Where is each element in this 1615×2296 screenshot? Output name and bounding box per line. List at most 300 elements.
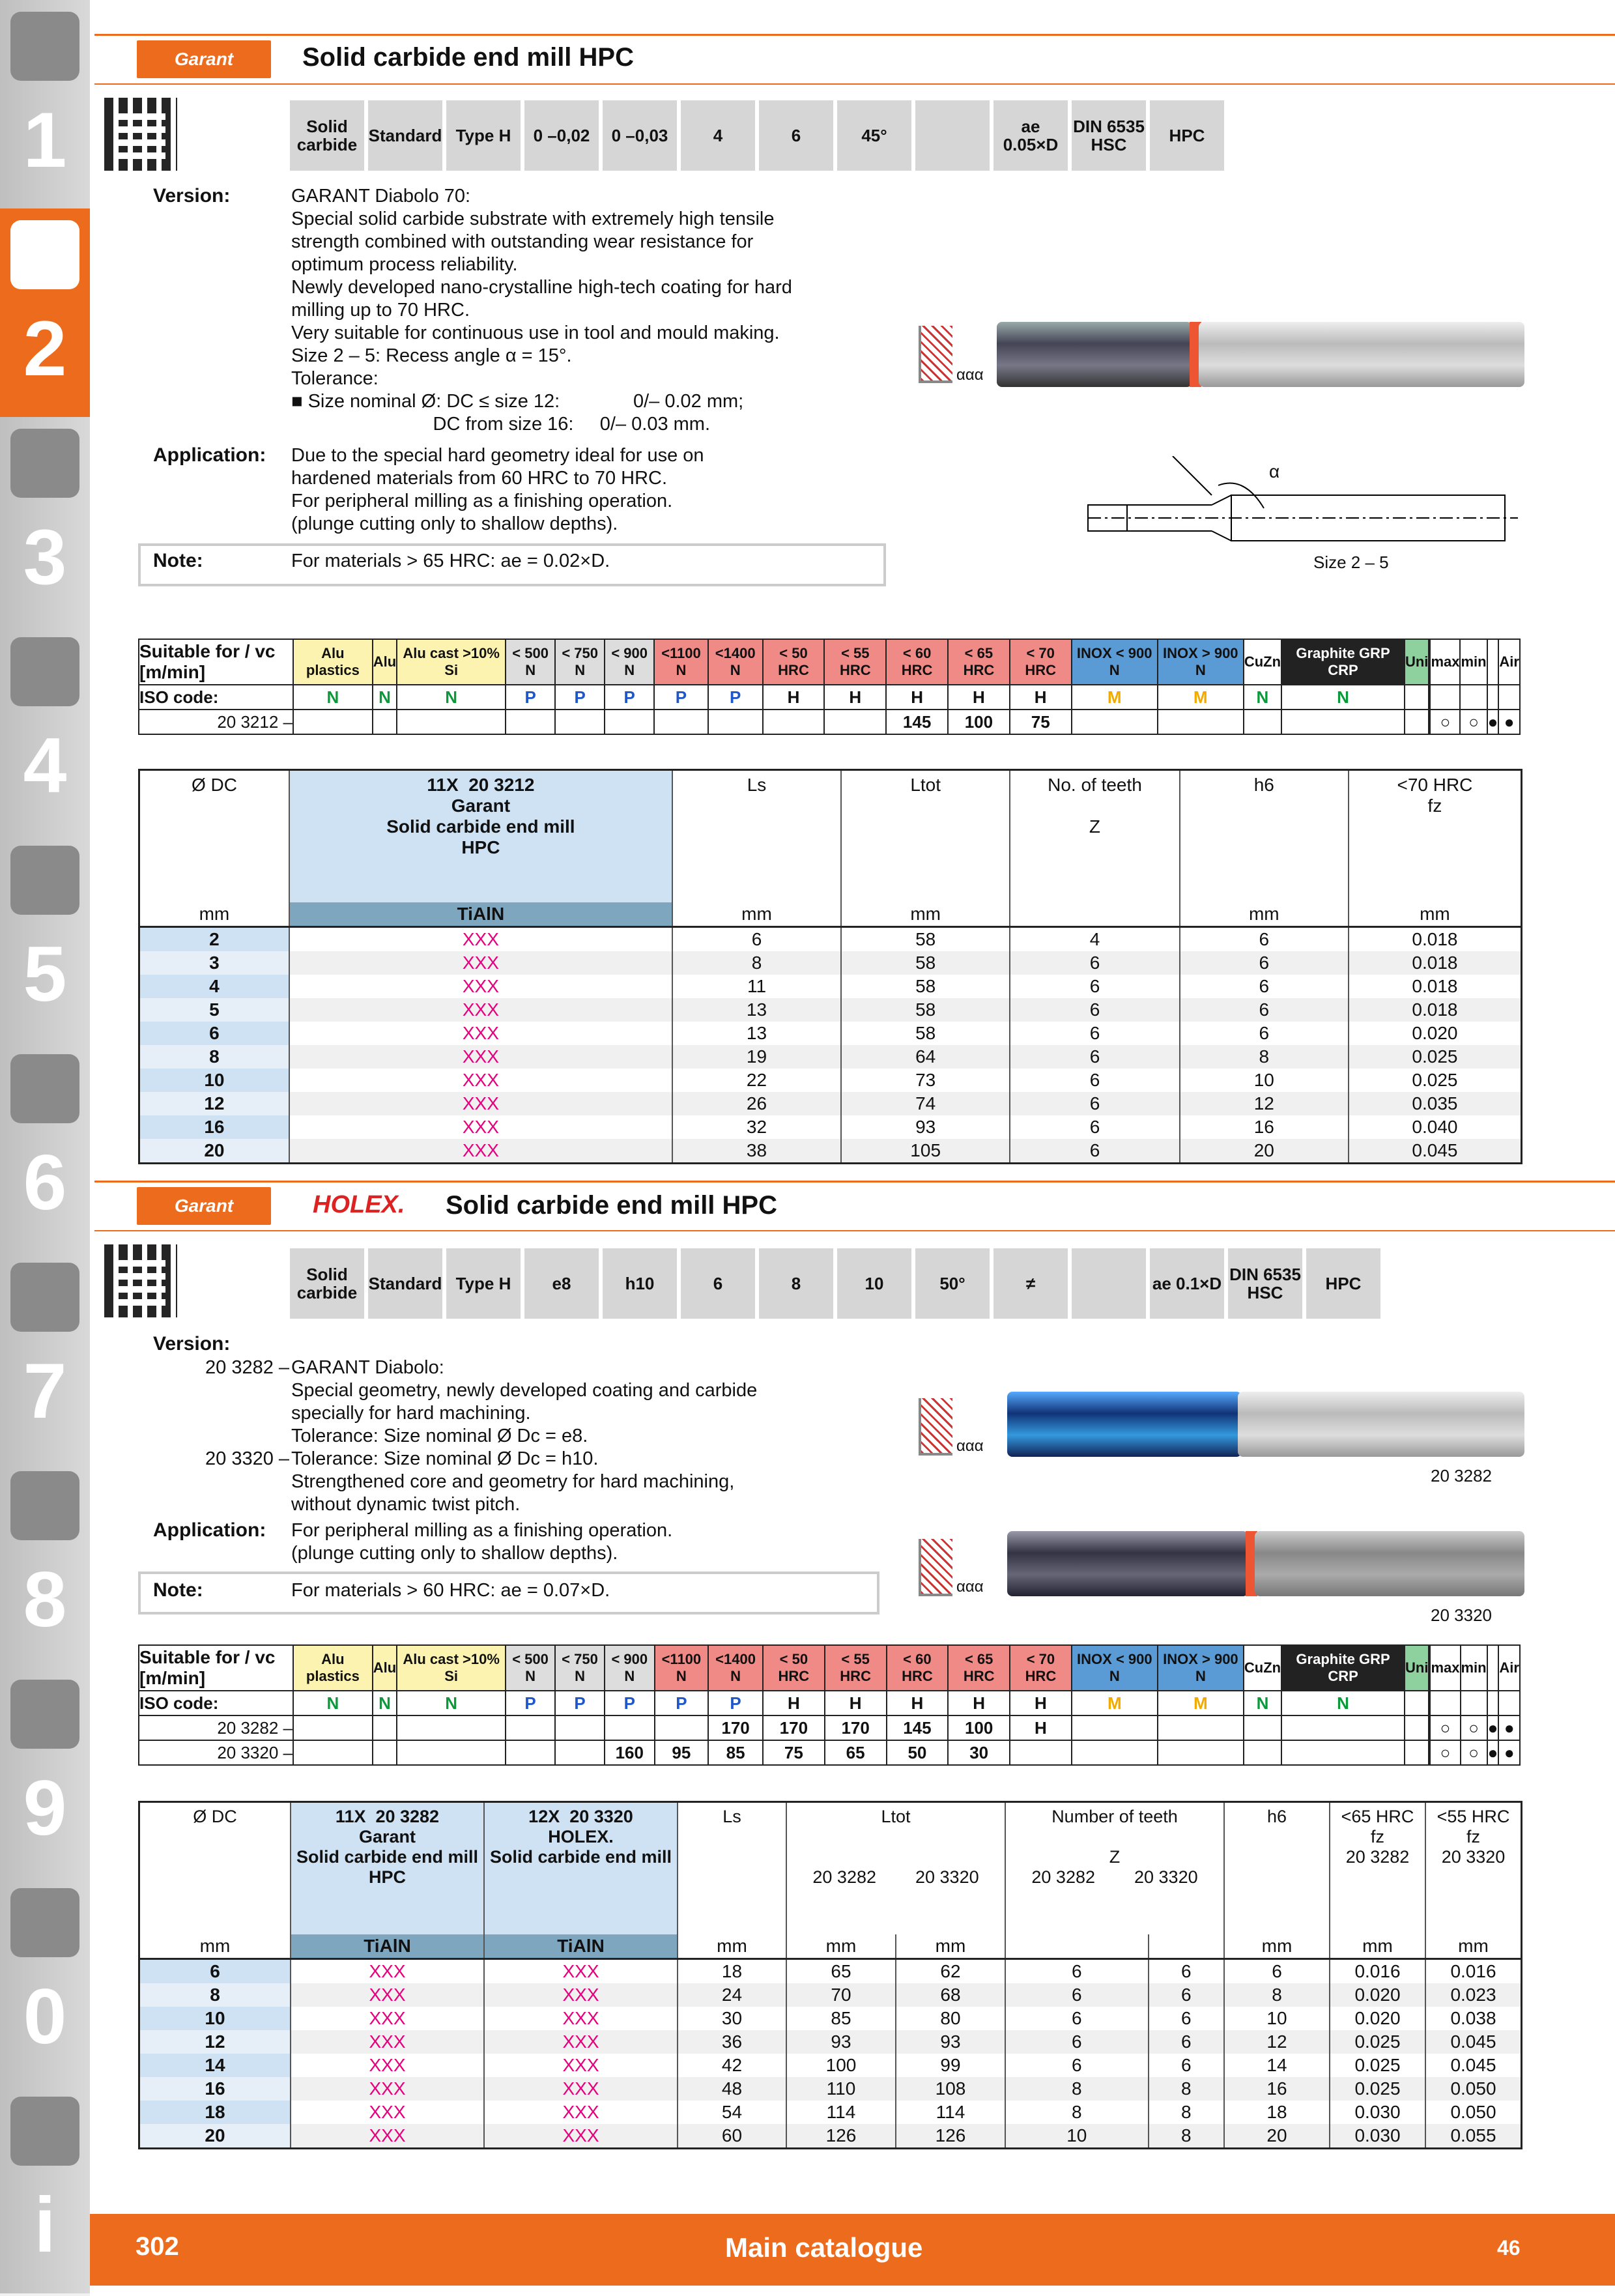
material-column: INOX < 900 N [1072,639,1158,685]
alpha-label: α [1269,461,1280,481]
chapter-tab[interactable] [0,2085,90,2296]
table-cell: XXX [289,951,672,975]
unit-cell: mm [678,1934,786,1959]
speed-value: ○ [1430,1740,1460,1765]
table-cell: 26 [672,1092,841,1115]
table-cell: 0.016 [1330,1959,1425,1984]
iso-code: N [373,1691,397,1715]
text-line: hardened materials from 60 HRC to 70 HRC. [291,468,668,489]
iso-code: N [397,685,506,710]
property-box: 4 [681,100,755,171]
table-cell: XXX [289,1115,672,1139]
table-cell: 12 [139,2030,291,2054]
iso-code: M [1072,1691,1158,1715]
table-cell: 6 [1224,1959,1330,1984]
table-row [139,998,1522,1022]
material-column: Graphite GRP CRP [1281,1645,1405,1691]
chapter-number: 9 [23,1764,67,1852]
property-box: 50° [915,1248,990,1319]
table-cell: 14 [139,2054,291,2077]
iso-code: P [555,685,605,710]
table-cell: 0.055 [1425,2124,1522,2149]
table-cell: 42 [678,2054,786,2077]
table-row [139,1022,1522,1045]
table-cell: 0.020 [1330,1983,1425,2007]
property-box: 0 –0,02 [524,100,599,171]
text-line: Special solid carbide substrate with extremely high tensile [291,208,775,229]
speed-value: ○ [1461,1740,1487,1765]
table-cell: XXX [291,1983,484,2007]
table-cell: 8 [1180,1045,1349,1069]
table-cell: XXX [291,2030,484,2054]
dc-header: Ø DC [139,1802,291,1935]
table-cell: XXX [484,2030,678,2054]
table-cell: 14 [1224,2054,1330,2077]
speed-value: 65 [825,1740,887,1765]
speed-value [605,1715,655,1740]
speed-value: ● [1498,1715,1520,1740]
table-cell: 0.050 [1425,2101,1522,2124]
header-row [139,770,1522,903]
article-header: 11X 20 3212 Garant Solid carbide end mill HPC [289,770,672,903]
table-cell: 6 [1180,998,1349,1022]
table-cell: 126 [786,2124,896,2149]
chapter-tab[interactable] [0,1876,90,2088]
material-column: INOX > 900 N [1158,1645,1244,1691]
speed-value: ○ [1430,710,1460,734]
aaa-label: ααα [956,1437,984,1455]
speed-row [139,1715,1520,1740]
table-cell: 18 [139,2101,291,2124]
table-cell: 6 [1010,1115,1179,1139]
ltot-header: Ltot 20 3282 20 3320 [786,1802,1005,1935]
table-cell: 6 [1149,1959,1224,1984]
text-line: GARANT Diabolo: [291,1357,444,1378]
text-line: Very suitable for continuous use in tool and mould making. [291,323,780,343]
table-cell: 114 [786,2101,896,2124]
text-line: milling up to 70 HRC. [291,300,470,321]
table-cell: 0.018 [1349,951,1522,975]
iso-code: N [397,1691,506,1715]
note-text: For materials > 60 HRC: ae = 0.07×D. [291,1580,610,1601]
material-column: Alu cast >10% Si [397,1645,506,1691]
material-column [1487,639,1499,685]
iso-code [1498,1691,1520,1715]
iso-code: H [825,1691,887,1715]
iso-code: M [1158,685,1244,710]
speed-value [293,1715,373,1740]
iso-code: P [708,685,763,710]
table-cell: XXX [484,1983,678,2007]
drill-icon [10,12,79,81]
speed-value [654,710,708,734]
material-column: < 55 HRC [824,639,886,685]
chapter-tab[interactable] [0,0,90,211]
table-cell: XXX [289,975,672,998]
chapter-tab[interactable] [0,208,90,420]
speed-value: 145 [887,1715,949,1740]
material-column: Uni [1405,639,1429,685]
iso-label: ISO code: [139,1691,293,1715]
table-cell: 6 [1180,975,1349,998]
material-column: < 60 HRC [887,1645,949,1691]
table-cell: 8 [672,951,841,975]
table-cell: 4 [1010,927,1179,952]
table-cell: 6 [1149,2030,1224,2054]
table-cell: XXX [289,927,672,952]
text-line: optimum process reliability. [291,254,518,275]
application-text [291,1519,672,1565]
tool-image-flutes [997,322,1192,387]
table-cell: 54 [678,2101,786,2124]
table-cell: 8 [139,1983,291,2007]
table-cell: 13 [672,998,841,1022]
chapter-number: 0 [23,1973,67,2060]
workstation-icon [10,1471,79,1540]
material-column: <1100 N [655,1645,709,1691]
table-cell: 11 [672,975,841,998]
table-cell: 6 [672,927,841,952]
application-label: Application: [153,444,266,466]
table-cell: XXX [291,2054,484,2077]
property-box: 8 [759,1248,833,1319]
chapter-tab[interactable] [0,417,90,628]
iso-code: H [763,685,825,710]
chapter-tab[interactable] [0,1042,90,1254]
speed-value [373,1715,397,1740]
table-cell: 20 [1224,2124,1330,2149]
speed-value [555,710,605,734]
table-cell: 5 [139,998,289,1022]
table-row [139,2054,1522,2077]
speed-value: ● [1487,710,1499,734]
iso-code: H [763,1691,825,1715]
table-cell: 38 [672,1139,841,1164]
table-cell: 62 [896,1959,1005,1984]
iso-code [1498,685,1520,710]
speed-row [139,710,1520,734]
table-cell: 16 [139,2077,291,2101]
iso-code: P [654,685,708,710]
chapter-number: i [34,2181,56,2269]
footer-title: Main catalogue [725,2232,923,2263]
table-cell: 58 [841,998,1010,1022]
speed-value: 100 [948,1715,1010,1740]
speed-value [1010,1740,1072,1765]
tool-image-shank [1199,322,1524,387]
text-line: DC from size 16: 0/– 0.03 mm. [291,414,711,435]
table-cell: 60 [678,2124,786,2149]
material-column: < 500 N [506,1645,555,1691]
header-rule [94,34,1615,36]
material-column: Alu [373,1645,397,1691]
material-column: < 60 HRC [886,639,948,685]
chapter-tab[interactable] [0,834,90,1045]
table-cell: 10 [1180,1069,1349,1092]
iso-code [1405,685,1429,710]
speed-value [1158,1740,1244,1765]
table-cell: XXX [291,1959,484,1984]
material-column: <1100 N [654,639,708,685]
table-cell: 0.038 [1425,2007,1522,2030]
material-column: < 65 HRC [948,639,1010,685]
table-cell: 6 [1010,1139,1179,1164]
property-icons [290,1248,1380,1319]
table-cell: 0.020 [1330,2007,1425,2030]
iso-code: P [506,1691,555,1715]
property-box [915,100,990,171]
text-line: ■ Size nominal Ø: DC ≤ size 12: 0/– 0.02 mm; [291,391,744,412]
iso-code: P [708,1691,763,1715]
table-row [139,1092,1522,1115]
table-cell: XXX [289,1022,672,1045]
speed-value: 145 [886,710,948,734]
material-column: CuZn [1244,1645,1281,1691]
iso-code: H [886,685,948,710]
table-cell: 8 [1224,1983,1330,2007]
table-cell: XXX [484,1959,678,1984]
table-cell: 4 [139,975,289,998]
speed-value [506,710,555,734]
version-code-2: 20 3320 – [205,1448,290,1469]
table-cell: 24 [678,1983,786,2007]
table-row [139,1983,1522,2007]
speed-value: 160 [605,1740,655,1765]
iso-code: H [948,1691,1010,1715]
fz-header-1: <65 HRC fz 20 3282 [1330,1802,1425,1935]
grinding-disc-icon [10,846,79,915]
header-rule [94,83,1615,85]
table-cell: 12 [139,1092,289,1115]
text-line: Tolerance: [291,368,379,389]
speed-value [1281,710,1405,734]
unit-cell: mm [1330,1934,1425,1959]
table-cell: 20 [139,1139,289,1164]
property-box: h10 [603,1248,677,1319]
material-column: min [1460,639,1487,685]
table-cell: 6 [1149,1983,1224,2007]
property-box: ≠ [993,1248,1068,1319]
qr-code-icon[interactable] [104,98,177,171]
table-cell: 0.023 [1425,1983,1522,2007]
table-cell: XXX [484,2124,678,2149]
property-box: e8 [524,1248,599,1319]
speed-value [1158,710,1244,734]
property-box: ae 0.05×D [993,100,1068,171]
iso-code: N [293,1691,373,1715]
tool-image-shank [1255,1531,1524,1596]
speed-value [763,710,825,734]
speed-value [1072,1715,1158,1740]
table-cell: XXX [291,2124,484,2149]
table-cell: 0.035 [1349,1092,1522,1115]
material-column: <1400 N [708,1645,763,1691]
speed-value: ● [1487,1715,1499,1740]
material-column: INOX < 900 N [1072,1645,1158,1691]
speed-value [1158,1715,1244,1740]
table-cell: 100 [786,2054,896,2077]
iso-code: N [1244,685,1281,710]
material-column: < 900 N [605,1645,655,1691]
table-cell: XXX [289,1092,672,1115]
table-cell: 6 [1180,1022,1349,1045]
table-cell: 70 [786,1983,896,2007]
speed-value: H [1010,1715,1072,1740]
material-column: < 70 HRC [1010,639,1072,685]
property-box: 10 [837,1248,911,1319]
material-column: < 65 HRC [948,1645,1010,1691]
table-cell: 0.016 [1425,1959,1522,1984]
unit-cell [1149,1934,1224,1959]
version-label: Version: [153,1333,231,1355]
chapter-tab[interactable] [0,1668,90,1879]
speed-value: ○ [1461,1715,1487,1740]
table-cell: 6 [1010,998,1179,1022]
teeth-header: No. of teeth Z [1010,770,1179,903]
chapter-number: 1 [23,96,67,184]
table-cell: 110 [786,2077,896,2101]
unit-cell: mm [1425,1934,1522,1959]
iso-code: M [1158,1691,1244,1715]
table-cell: 36 [678,2030,786,2054]
speed-value: 75 [1010,710,1072,734]
text-line: For peripheral milling as a finishing operation. [291,491,673,511]
ls-header: Ls [672,770,841,903]
table-cell: 32 [672,1115,841,1139]
ltot-header: Ltot [841,770,1010,903]
table-cell: 0.045 [1425,2030,1522,2054]
iso-label: ISO code: [139,685,293,710]
chapter-tab[interactable] [0,1251,90,1462]
speed-value: 30 [948,1740,1010,1765]
ls-header: Ls [678,1802,786,1935]
table-cell: 12 [1224,2030,1330,2054]
table-cell: 0.018 [1349,975,1522,998]
table-cell: 6 [1010,951,1179,975]
unit-cell: mm [841,902,1010,927]
tool-image-shank [1238,1392,1524,1457]
speed-value [506,1740,555,1765]
note-label: Note: [153,550,203,571]
table-cell: XXX [484,2077,678,2101]
table-row [139,2007,1522,2030]
chapter-number: 3 [23,513,67,601]
speed-value [555,1715,605,1740]
wrench-icon [10,1054,79,1123]
table-row [139,975,1522,998]
speed-value [1244,1740,1281,1765]
text-line: Newly developed nano-crystalline high-tech coating for hard [291,277,792,298]
iso-code: H [887,1691,949,1715]
unit-cell: TiAlN [484,1934,678,1959]
table-cell: 48 [678,2077,786,2101]
speed-row [139,1740,1520,1765]
speed-value [1072,710,1158,734]
property-box: Type H [446,1248,521,1319]
table-cell: 8 [1005,2077,1149,2101]
unit-cell: TiAlN [291,1934,484,1959]
table-cell: 3 [139,951,289,975]
chapter-tab[interactable] [0,625,90,837]
speed-value [708,710,763,734]
speed-value [655,1715,709,1740]
application-label: Application: [153,1519,266,1541]
iso-code: M [1072,685,1158,710]
table-row [139,1139,1522,1164]
text-line: GARANT Diabolo 70: [291,186,471,207]
table-cell: 58 [841,975,1010,998]
table-cell: 10 [139,2007,291,2030]
table-row [139,1045,1522,1069]
footer-bar [90,2214,1615,2286]
table-cell: 18 [1224,2101,1330,2124]
unit-cell [1010,902,1179,927]
chuck-icon [10,429,79,498]
table-row [139,2030,1522,2054]
article-label: 20 3320 – [139,1740,293,1765]
material-column: Alu plastics [293,1645,373,1691]
speed-value [506,1715,555,1740]
fz-header-2: <55 HRC fz 20 3320 [1425,1802,1522,1935]
speed-value [555,1740,605,1765]
note-label: Note: [153,1579,203,1601]
tool-image-flutes [1007,1392,1242,1457]
corner-icon [919,1539,952,1596]
table-cell: XXX [289,1139,672,1164]
speed-value: 50 [887,1740,949,1765]
text-line: Strengthened core and geometry for hard machining, [291,1471,735,1492]
material-column: min [1461,1645,1487,1691]
table-cell: 6 [1149,2007,1224,2030]
version-text [291,185,792,436]
section-title: Solid carbide end mill HPC [302,43,634,72]
table-cell: 18 [678,1959,786,1984]
material-column: <1400 N [708,639,763,685]
iso-code [1487,685,1499,710]
header-row [139,1802,1522,1935]
unit-cell: mm [672,902,841,927]
unit-cell: mm [1349,902,1522,927]
table-cell: 10 [1005,2124,1149,2149]
table-cell: 8 [1149,2077,1224,2101]
table-cell: 74 [841,1092,1010,1115]
table-cell: 0.025 [1349,1069,1522,1092]
speed-value [1244,710,1281,734]
iso-code: N [1281,685,1405,710]
table-cell: 6 [1005,2030,1149,2054]
table-row [139,927,1522,952]
material-column: Graphite GRP CRP [1281,639,1405,685]
iso-code: N [373,685,397,710]
table-cell: 114 [896,2101,1005,2124]
table-cell: 6 [1180,927,1349,952]
table-row [139,1115,1522,1139]
property-box: ae 0.1×D [1150,1248,1224,1319]
chapter-tab[interactable] [0,1459,90,1671]
table-cell: 0.050 [1425,2077,1522,2101]
table-cell: 10 [1224,2007,1330,2030]
material-column: Alu cast >10% Si [397,639,506,685]
iso-code [1460,685,1487,710]
unit-cell: mm [1224,1934,1330,1959]
unit-cell: mm [139,902,289,927]
material-column: Alu [373,639,397,685]
table-cell: 13 [672,1022,841,1045]
text-line: strength combined with outstanding wear resistance for [291,231,754,252]
table-cell: XXX [291,2077,484,2101]
qr-code-icon[interactable] [104,1244,177,1317]
text-line: (plunge cutting only to shallow depths). [291,1543,618,1564]
